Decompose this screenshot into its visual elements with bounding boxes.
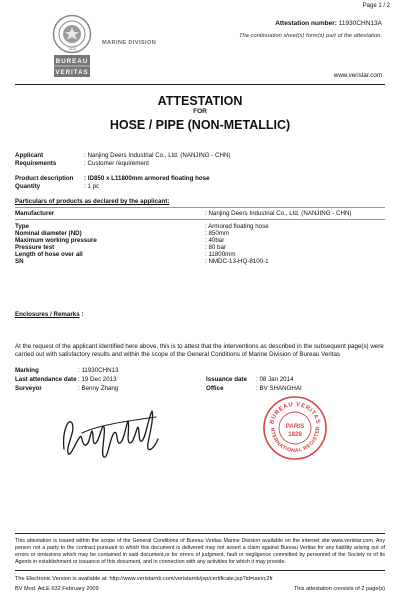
office-label: Office bbox=[206, 385, 224, 392]
title-for: FOR bbox=[193, 108, 207, 115]
enclosures-label: Enclosures / Remarks bbox=[15, 311, 80, 318]
division-name: MARINE DIVISION bbox=[102, 40, 157, 46]
electronic-version-link[interactable]: The Electronic Version is available at: http://www.veristarnb.com/veristarnb/jsp/certificate.jsp?id=iaevc2fr bbox=[15, 576, 273, 582]
stamp-top-text: BUREAU VERITAS bbox=[269, 401, 321, 425]
footer-divider-bottom bbox=[15, 570, 385, 571]
website-link[interactable]: www.veristar.com bbox=[333, 72, 382, 79]
marking-label: Marking bbox=[15, 367, 39, 374]
applicant-label: Applicant bbox=[15, 152, 44, 159]
svg-text:BUREAU VERITAS bbox=[269, 402, 320, 425]
enclosures-remarks bbox=[15, 311, 83, 319]
attestation-number-value: 11930CHN13A bbox=[338, 20, 382, 27]
max-working-pressure-label: Maximum working pressure bbox=[15, 237, 97, 244]
bureau-veritas-logo bbox=[52, 14, 92, 78]
pressure-test-value: : 80 bar bbox=[205, 244, 226, 251]
requirements-label: Requirements bbox=[15, 160, 57, 167]
bureau-veritas-stamp bbox=[262, 395, 328, 461]
quantity-label: Quantity bbox=[15, 183, 41, 190]
issuance-date-value: : 08 Jan 2014 bbox=[256, 376, 294, 383]
hose-length-value: : 11800mm bbox=[205, 251, 236, 258]
particulars-divider-bottom bbox=[15, 219, 385, 220]
product-description-label: Product description bbox=[15, 175, 74, 182]
marking-value: : 11930CHN13 bbox=[78, 367, 119, 374]
stamp-bottom-text: NTERNATIONAL REGISTER bbox=[268, 426, 322, 455]
manufacturer-label: Manufacturer bbox=[15, 210, 55, 217]
seal-year: 1828 bbox=[68, 47, 76, 51]
last-attendance-label: Last attendance date bbox=[15, 376, 77, 383]
manufacturer-value: : Nanjing Deers Industrial Co., Ltd. (NANJING - CHN) bbox=[205, 210, 352, 217]
max-working-pressure-value: : 40bar bbox=[205, 237, 225, 244]
page-number: Page 1 / 2 bbox=[362, 3, 390, 9]
particulars-heading: Particulars of products as declared by the applicant: bbox=[15, 198, 170, 205]
quantity-value: : 1 pc bbox=[84, 183, 100, 190]
pages-note: This attestation consists of 2 page(s) bbox=[293, 586, 385, 592]
pressure-test-label: Pressure test bbox=[15, 244, 55, 251]
form-reference: BV Mod. Ad.E 632 February 2009 bbox=[15, 586, 99, 592]
header-divider bbox=[15, 84, 385, 85]
requirements-value: : Customer requirement bbox=[84, 160, 149, 167]
sn-value: : NMDC-13-HQ-8100-1 bbox=[205, 258, 269, 265]
surveyor-signature bbox=[58, 403, 166, 461]
stamp-year: 1828 bbox=[288, 431, 302, 438]
nominal-diameter-value: : 850mm bbox=[205, 230, 230, 237]
title-product: HOSE / PIPE (NON-METALLIC) bbox=[109, 118, 291, 132]
stamp-city: PARIS bbox=[285, 423, 305, 430]
office-value: : BV SHANGHAI bbox=[256, 385, 302, 392]
hose-length-label: Length of hose over all bbox=[15, 251, 83, 258]
continuation-note: The continuation sheet(s) form(s) part of the attestation. bbox=[238, 33, 382, 39]
type-value: : Armored floating hose bbox=[205, 223, 269, 230]
brand-bottom-text: VERITAS bbox=[55, 69, 89, 76]
footer-disclaimer: This attestation is issued within the scope of the General Conditions of Bureau Veritas Marine Division available on the internet site www.veristar.com. Any person not a party to the contract pursuant to which this document is delivered may not assert a claim against Bureau Veritas for any liability arising out of errors or omissions which may be contained in said document,or for errors of judgment, fault or negligence committed by personnel of the Society or of its Agents in establishment or issuance of this document, and in connection with any activities for which it may provide. bbox=[15, 538, 385, 565]
issuance-date-label: Issuance date bbox=[206, 376, 247, 383]
nominal-diameter-label: Nominal diameter (ND) bbox=[15, 230, 82, 237]
particulars-divider-top bbox=[15, 207, 385, 208]
title-attestation: ATTESTATION bbox=[157, 94, 243, 108]
surveyor-label: Surveyor bbox=[15, 385, 42, 392]
type-label: Type bbox=[15, 223, 29, 230]
product-description-value: : ID850 x L11800mm armored floating hose bbox=[84, 175, 210, 182]
enclosures-colon: : bbox=[81, 311, 84, 318]
sn-label: SN bbox=[15, 258, 24, 265]
brand-top-text: BUREAU bbox=[55, 58, 89, 65]
last-attendance-value: : 19 Dec 2013 bbox=[78, 376, 117, 383]
surveyor-value: : Benny Zhang bbox=[78, 385, 119, 392]
attestation-number-label: Attestation number: bbox=[275, 20, 337, 27]
footer-divider-top bbox=[15, 533, 385, 534]
applicant-value: : Nanjing Deers Industrial Co., Ltd. (NANJING - CHN) bbox=[84, 152, 231, 159]
attestation-number bbox=[275, 20, 382, 27]
attestation-statement: At the request of the applicant identified here above, this is to attest that the interventions as described in the subsequent page(s) were carried out with satisfactory results and within the scope of the General Conditions of Marine Division of Bureau Veritas bbox=[15, 343, 384, 358]
